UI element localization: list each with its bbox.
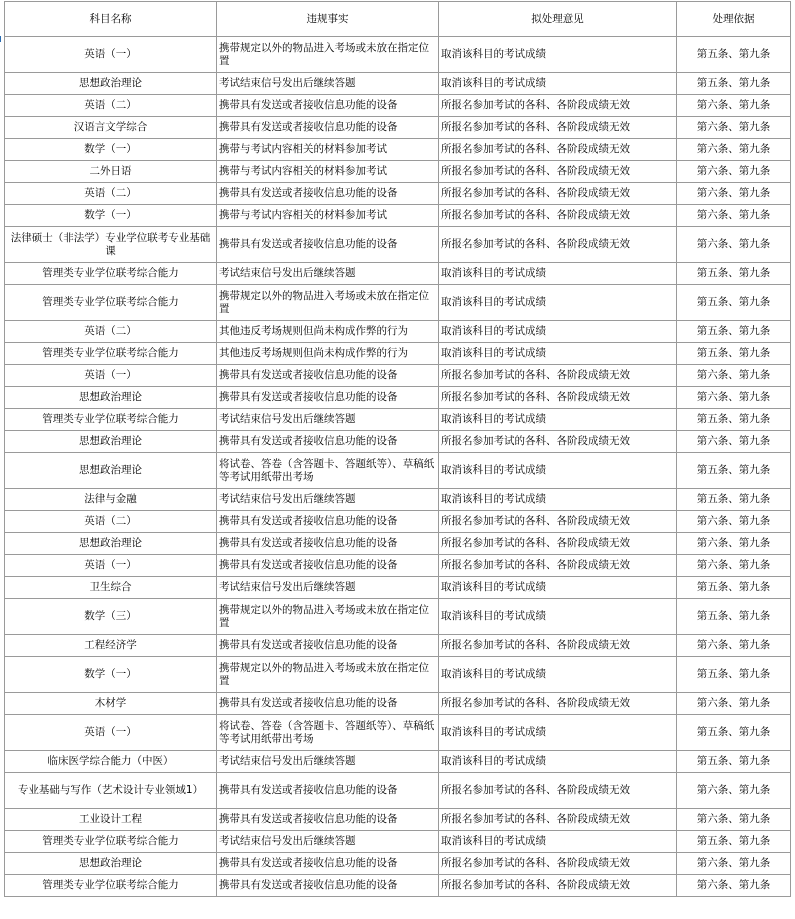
subject-cell: 管理类专业学位联考综合能力 — [5, 875, 217, 897]
basis-cell: 第五条、第九条 — [677, 409, 791, 431]
table-row — [5, 831, 791, 853]
table-row — [5, 387, 791, 409]
violation-fact-cell: 考试结束信号发出后继续答题 — [217, 751, 439, 773]
basis-cell: 第五条、第九条 — [677, 577, 791, 599]
basis-cell: 第六条、第九条 — [677, 555, 791, 577]
basis-cell: 第六条、第九条 — [677, 227, 791, 263]
subject-cell: 专业基础与写作（艺术设计专业领域1） — [5, 773, 217, 809]
proposed-handling-cell: 取消该科目的考试成绩 — [439, 343, 677, 365]
header-proposed-handling: 拟处理意见 — [439, 2, 677, 37]
table-row — [5, 657, 791, 693]
violation-fact-cell: 携带具有发送或者接收信息功能的设备 — [217, 431, 439, 453]
table-header-row — [5, 2, 791, 37]
basis-cell: 第五条、第九条 — [677, 599, 791, 635]
violation-fact-cell: 携带具有发送或者接收信息功能的设备 — [217, 533, 439, 555]
violations-table — [4, 1, 791, 897]
subject-cell: 英语（二） — [5, 95, 217, 117]
proposed-handling-cell: 所报名参加考试的各科、各阶段成绩无效 — [439, 431, 677, 453]
basis-cell: 第六条、第九条 — [677, 533, 791, 555]
basis-cell: 第六条、第九条 — [677, 139, 791, 161]
violation-fact-cell: 其他违反考场规则但尚未构成作弊的行为 — [217, 321, 439, 343]
subject-cell: 英语（二） — [5, 511, 217, 533]
basis-cell: 第六条、第九条 — [677, 635, 791, 657]
subject-cell: 管理类专业学位联考综合能力 — [5, 343, 217, 365]
basis-cell: 第六条、第九条 — [677, 117, 791, 139]
subject-cell: 管理类专业学位联考综合能力 — [5, 285, 217, 321]
basis-cell: 第六条、第九条 — [677, 875, 791, 897]
proposed-handling-cell: 所报名参加考试的各科、各阶段成绩无效 — [439, 555, 677, 577]
proposed-handling-cell: 所报名参加考试的各科、各阶段成绩无效 — [439, 161, 677, 183]
subject-cell: 英语（一） — [5, 555, 217, 577]
table-row — [5, 37, 791, 73]
violation-fact-cell: 携带具有发送或者接收信息功能的设备 — [217, 773, 439, 809]
basis-cell: 第六条、第九条 — [677, 511, 791, 533]
table-row — [5, 263, 791, 285]
violation-fact-cell: 考试结束信号发出后继续答题 — [217, 489, 439, 511]
basis-cell: 第五条、第九条 — [677, 489, 791, 511]
subject-cell: 法律硕士（非法学）专业学位联考专业基础课 — [5, 227, 217, 263]
subject-cell: 临床医学综合能力（中医） — [5, 751, 217, 773]
table-row — [5, 853, 791, 875]
subject-cell: 木材学 — [5, 693, 217, 715]
violation-fact-cell: 携带与考试内容相关的材料参加考试 — [217, 161, 439, 183]
table-row — [5, 751, 791, 773]
proposed-handling-cell: 所报名参加考试的各科、各阶段成绩无效 — [439, 205, 677, 227]
violation-fact-cell: 携带具有发送或者接收信息功能的设备 — [217, 693, 439, 715]
violation-fact-cell: 携带与考试内容相关的材料参加考试 — [217, 139, 439, 161]
proposed-handling-cell: 取消该科目的考试成绩 — [439, 751, 677, 773]
proposed-handling-cell: 所报名参加考试的各科、各阶段成绩无效 — [439, 693, 677, 715]
violation-fact-cell: 考试结束信号发出后继续答题 — [217, 831, 439, 853]
proposed-handling-cell: 取消该科目的考试成绩 — [439, 73, 677, 95]
subject-cell: 管理类专业学位联考综合能力 — [5, 831, 217, 853]
subject-cell: 英语（一） — [5, 37, 217, 73]
proposed-handling-cell: 取消该科目的考试成绩 — [439, 657, 677, 693]
table-row — [5, 409, 791, 431]
proposed-handling-cell: 取消该科目的考试成绩 — [439, 831, 677, 853]
basis-cell: 第六条、第九条 — [677, 95, 791, 117]
basis-cell: 第六条、第九条 — [677, 431, 791, 453]
basis-cell: 第五条、第九条 — [677, 321, 791, 343]
proposed-handling-cell: 所报名参加考试的各科、各阶段成绩无效 — [439, 387, 677, 409]
proposed-handling-cell: 所报名参加考试的各科、各阶段成绩无效 — [439, 853, 677, 875]
proposed-handling-cell: 所报名参加考试的各科、各阶段成绩无效 — [439, 139, 677, 161]
table-row — [5, 321, 791, 343]
basis-cell: 第五条、第九条 — [677, 343, 791, 365]
subject-cell: 思想政治理论 — [5, 533, 217, 555]
table-row — [5, 285, 791, 321]
violation-fact-cell: 携带规定以外的物品进入考场或未放在指定位置 — [217, 37, 439, 73]
basis-cell: 第六条、第九条 — [677, 365, 791, 387]
subject-cell: 数学（三） — [5, 599, 217, 635]
violation-fact-cell: 携带与考试内容相关的材料参加考试 — [217, 205, 439, 227]
subject-cell: 英语（一） — [5, 715, 217, 751]
proposed-handling-cell: 所报名参加考试的各科、各阶段成绩无效 — [439, 773, 677, 809]
subject-cell: 英语（二） — [5, 321, 217, 343]
subject-cell: 思想政治理论 — [5, 73, 217, 95]
basis-cell: 第六条、第九条 — [677, 853, 791, 875]
table-row — [5, 875, 791, 897]
violation-fact-cell: 携带具有发送或者接收信息功能的设备 — [217, 853, 439, 875]
proposed-handling-cell: 所报名参加考试的各科、各阶段成绩无效 — [439, 511, 677, 533]
proposed-handling-cell: 所报名参加考试的各科、各阶段成绩无效 — [439, 809, 677, 831]
violation-fact-cell: 携带具有发送或者接收信息功能的设备 — [217, 227, 439, 263]
proposed-handling-cell: 所报名参加考试的各科、各阶段成绩无效 — [439, 365, 677, 387]
table-row — [5, 183, 791, 205]
table-row — [5, 577, 791, 599]
violation-fact-cell: 将试卷、答卷（含答题卡、答题纸等）、草稿纸等考试用纸带出考场 — [217, 715, 439, 751]
violation-fact-cell: 考试结束信号发出后继续答题 — [217, 73, 439, 95]
subject-cell: 法律与金融 — [5, 489, 217, 511]
proposed-handling-cell: 取消该科目的考试成绩 — [439, 489, 677, 511]
basis-cell: 第六条、第九条 — [677, 183, 791, 205]
table-row — [5, 599, 791, 635]
table-row — [5, 773, 791, 809]
violation-fact-cell: 携带具有发送或者接收信息功能的设备 — [217, 635, 439, 657]
proposed-handling-cell: 取消该科目的考试成绩 — [439, 321, 677, 343]
table-row — [5, 511, 791, 533]
basis-cell: 第五条、第九条 — [677, 285, 791, 321]
basis-cell: 第五条、第九条 — [677, 263, 791, 285]
violation-fact-cell: 携带规定以外的物品进入考场或未放在指定位置 — [217, 285, 439, 321]
table-row — [5, 555, 791, 577]
table-row — [5, 227, 791, 263]
proposed-handling-cell: 所报名参加考试的各科、各阶段成绩无效 — [439, 227, 677, 263]
violation-fact-cell: 携带规定以外的物品进入考场或未放在指定位置 — [217, 657, 439, 693]
header-subject: 科目名称 — [5, 2, 217, 37]
proposed-handling-cell: 取消该科目的考试成绩 — [439, 409, 677, 431]
subject-cell: 卫生综合 — [5, 577, 217, 599]
subject-cell: 工程经济学 — [5, 635, 217, 657]
proposed-handling-cell: 所报名参加考试的各科、各阶段成绩无效 — [439, 95, 677, 117]
table-row — [5, 139, 791, 161]
proposed-handling-cell: 取消该科目的考试成绩 — [439, 37, 677, 73]
violation-fact-cell: 携带具有发送或者接收信息功能的设备 — [217, 183, 439, 205]
subject-cell: 管理类专业学位联考综合能力 — [5, 263, 217, 285]
violation-fact-cell: 携带具有发送或者接收信息功能的设备 — [217, 365, 439, 387]
proposed-handling-cell: 所报名参加考试的各科、各阶段成绩无效 — [439, 183, 677, 205]
table-row — [5, 117, 791, 139]
left-edge-marker — [0, 36, 1, 42]
table-row — [5, 489, 791, 511]
subject-cell: 管理类专业学位联考综合能力 — [5, 409, 217, 431]
violation-fact-cell: 携带具有发送或者接收信息功能的设备 — [217, 809, 439, 831]
proposed-handling-cell: 取消该科目的考试成绩 — [439, 453, 677, 489]
basis-cell: 第六条、第九条 — [677, 693, 791, 715]
table-row — [5, 365, 791, 387]
violation-fact-cell: 其他违反考场规则但尚未构成作弊的行为 — [217, 343, 439, 365]
violation-fact-cell: 携带具有发送或者接收信息功能的设备 — [217, 95, 439, 117]
subject-cell: 英语（二） — [5, 183, 217, 205]
table-row — [5, 431, 791, 453]
proposed-handling-cell: 取消该科目的考试成绩 — [439, 285, 677, 321]
subject-cell: 思想政治理论 — [5, 431, 217, 453]
basis-cell: 第五条、第九条 — [677, 831, 791, 853]
basis-cell: 第六条、第九条 — [677, 161, 791, 183]
subject-cell: 思想政治理论 — [5, 387, 217, 409]
violation-fact-cell: 携带具有发送或者接收信息功能的设备 — [217, 875, 439, 897]
table-body — [5, 37, 791, 897]
basis-cell: 第五条、第九条 — [677, 715, 791, 751]
table-row — [5, 635, 791, 657]
violation-fact-cell: 携带具有发送或者接收信息功能的设备 — [217, 387, 439, 409]
table-row — [5, 809, 791, 831]
subject-cell: 数学（一） — [5, 139, 217, 161]
basis-cell: 第五条、第九条 — [677, 37, 791, 73]
basis-cell: 第五条、第九条 — [677, 657, 791, 693]
table-row — [5, 73, 791, 95]
proposed-handling-cell: 取消该科目的考试成绩 — [439, 263, 677, 285]
basis-cell: 第六条、第九条 — [677, 387, 791, 409]
violation-fact-cell: 携带具有发送或者接收信息功能的设备 — [217, 555, 439, 577]
violation-fact-cell: 考试结束信号发出后继续答题 — [217, 577, 439, 599]
subject-cell: 数学（一） — [5, 205, 217, 227]
proposed-handling-cell: 所报名参加考试的各科、各阶段成绩无效 — [439, 533, 677, 555]
violation-fact-cell: 考试结束信号发出后继续答题 — [217, 263, 439, 285]
proposed-handling-cell: 取消该科目的考试成绩 — [439, 577, 677, 599]
violation-fact-cell: 将试卷、答卷（含答题卡、答题纸等）、草稿纸等考试用纸带出考场 — [217, 453, 439, 489]
basis-cell: 第五条、第九条 — [677, 751, 791, 773]
table-row — [5, 533, 791, 555]
proposed-handling-cell: 取消该科目的考试成绩 — [439, 599, 677, 635]
violation-fact-cell: 携带具有发送或者接收信息功能的设备 — [217, 117, 439, 139]
table-row — [5, 205, 791, 227]
basis-cell: 第五条、第九条 — [677, 73, 791, 95]
table-row — [5, 161, 791, 183]
subject-cell: 数学（一） — [5, 657, 217, 693]
proposed-handling-cell: 取消该科目的考试成绩 — [439, 715, 677, 751]
table-row — [5, 715, 791, 751]
header-basis: 处理依据 — [677, 2, 791, 37]
basis-cell: 第五条、第九条 — [677, 453, 791, 489]
violation-fact-cell: 携带规定以外的物品进入考场或未放在指定位置 — [217, 599, 439, 635]
subject-cell: 工业设计工程 — [5, 809, 217, 831]
subject-cell: 二外日语 — [5, 161, 217, 183]
table-row — [5, 453, 791, 489]
proposed-handling-cell: 所报名参加考试的各科、各阶段成绩无效 — [439, 117, 677, 139]
basis-cell: 第六条、第九条 — [677, 773, 791, 809]
proposed-handling-cell: 所报名参加考试的各科、各阶段成绩无效 — [439, 635, 677, 657]
basis-cell: 第六条、第九条 — [677, 205, 791, 227]
subject-cell: 英语（一） — [5, 365, 217, 387]
subject-cell: 汉语言文学综合 — [5, 117, 217, 139]
violation-fact-cell: 考试结束信号发出后继续答题 — [217, 409, 439, 431]
proposed-handling-cell: 所报名参加考试的各科、各阶段成绩无效 — [439, 875, 677, 897]
header-violation-fact: 违规事实 — [217, 2, 439, 37]
subject-cell: 思想政治理论 — [5, 453, 217, 489]
table-row — [5, 693, 791, 715]
table-row — [5, 95, 791, 117]
subject-cell: 思想政治理论 — [5, 853, 217, 875]
table-row — [5, 343, 791, 365]
violation-fact-cell: 携带具有发送或者接收信息功能的设备 — [217, 511, 439, 533]
basis-cell: 第六条、第九条 — [677, 809, 791, 831]
